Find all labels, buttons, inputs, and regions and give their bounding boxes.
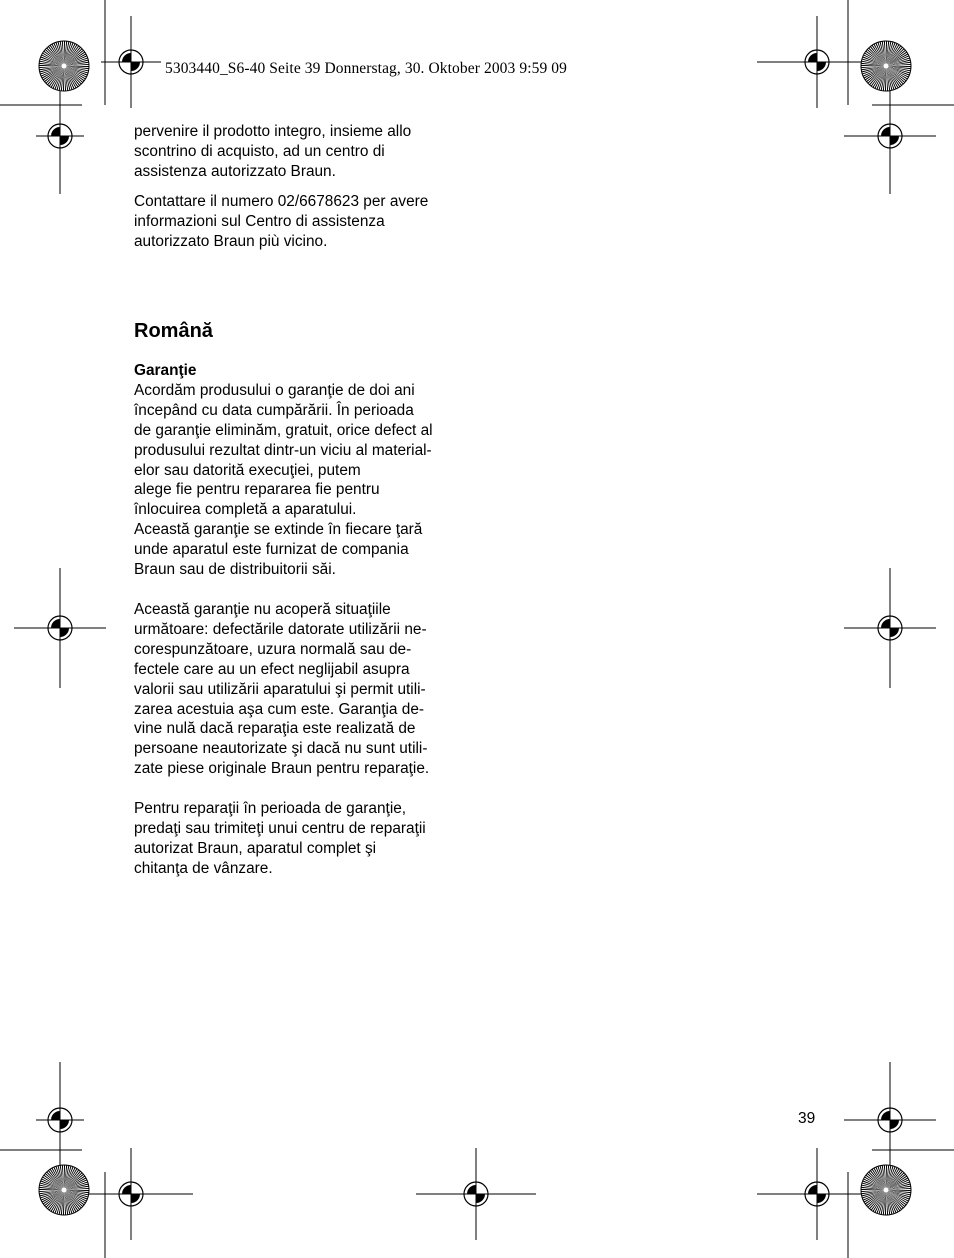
registration-mark-icon — [757, 1148, 877, 1240]
paragraph: Acordăm produsului o garanţie de doi ani începând cu data cumpărării. În perioada de garanţie eliminăm, gratuit, orice defect al produsului rezultat dintr-un viciu al material- elor sau datorită execuţiei, putem alege fie pentru repararea fie pentru înlocuirea completă a aparatului. Această garanţie se extinde în fiecare ţară unde aparatul este furnizat de compania Braun sau de distribuitorii săi. — [134, 381, 433, 579]
registration-mark-icon — [14, 568, 106, 688]
starburst-target-icon — [39, 1165, 89, 1215]
paragraph: Contattare il numero 02/6678623 per avere informazioni sul Centro di assistenza autorizzato Braun più vicino. — [134, 192, 429, 250]
print-slug: 5303440_S6-40 Seite 39 Donnerstag, 30. Oktober 2003 9:59 09 — [165, 60, 567, 77]
starburst-target-icon — [861, 1165, 911, 1215]
starburst-target-icon — [39, 41, 89, 91]
subheading: Garanţie — [134, 362, 197, 379]
starburst-target-icon — [861, 41, 911, 91]
registration-mark-icon — [757, 16, 877, 108]
paragraph: pervenire il prodotto integro, insieme allo scontrino di acquisto, ad un centro di assistenza autorizzato Braun. — [134, 123, 412, 180]
italian-text-column — [134, 122, 479, 251]
registration-mark-icon — [416, 1148, 536, 1240]
romanian-text-column — [134, 361, 479, 879]
section-heading: Română — [134, 320, 213, 342]
registration-mark-icon — [844, 1062, 936, 1178]
paragraph: Această garanţie nu acoperă situaţiile următoare: defectările datorate utilizării ne- corespunzătoare, uzura normală sau de- fectele care au un efect neglijabil asupra valorii sau utilizării aparatului şi permit utili- zarea acestuia aşa cum este. Garanţia de- vine nulă dacă reparaţia este realizată de persoane neautorizate şi dacă nu sunt utili- zate piese originale Braun pentru reparaţie. — [134, 600, 430, 778]
registration-mark-icon — [101, 16, 161, 108]
registration-mark-icon — [36, 1062, 84, 1178]
registration-mark-icon — [844, 568, 936, 688]
registration-mark-icon — [844, 78, 936, 194]
paragraph: Pentru reparaţii în perioada de garanţie, predaţi sau trimiteţi unui centru de reparaţii autorizat Braun, aparatul complet şi chitanţa de vânzare. — [134, 800, 426, 877]
registration-mark-icon — [36, 78, 84, 194]
page-number: 39 — [798, 1110, 816, 1127]
